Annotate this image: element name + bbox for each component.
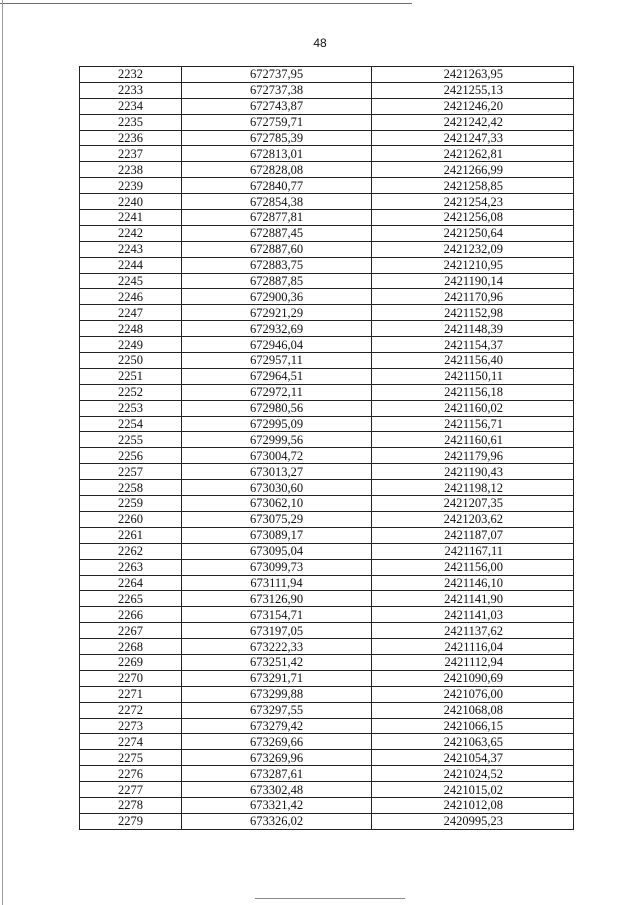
x-coordinate-cell: 672980,56 <box>182 400 372 416</box>
table-row <box>80 639 574 655</box>
point-number-cell: 2248 <box>80 321 182 337</box>
y-coordinate-cell: 2421156,00 <box>372 559 574 575</box>
table-row <box>80 575 574 591</box>
x-coordinate-cell: 673222,33 <box>182 639 372 655</box>
y-coordinate-cell: 2421263,95 <box>372 67 574 83</box>
point-number-cell: 2261 <box>80 527 182 543</box>
point-number-cell: 2253 <box>80 400 182 416</box>
point-number-cell: 2269 <box>80 654 182 670</box>
point-number-cell: 2244 <box>80 257 182 273</box>
x-coordinate-cell: 673154,71 <box>182 607 372 623</box>
x-coordinate-cell: 672957,11 <box>182 353 372 369</box>
coordinates-table-container <box>79 66 573 830</box>
point-number-cell: 2238 <box>80 162 182 178</box>
table-row <box>80 210 574 226</box>
y-coordinate-cell: 2421203,62 <box>372 511 574 527</box>
x-coordinate-cell: 673099,73 <box>182 559 372 575</box>
y-coordinate-cell: 2421090,69 <box>372 670 574 686</box>
point-number-cell: 2263 <box>80 559 182 575</box>
y-coordinate-cell: 2421246,20 <box>372 98 574 114</box>
coordinates-table <box>79 66 574 830</box>
table-row <box>80 82 574 98</box>
y-coordinate-cell: 2421198,12 <box>372 480 574 496</box>
table-row <box>80 543 574 559</box>
x-coordinate-cell: 673279,42 <box>182 718 372 734</box>
table-row <box>80 480 574 496</box>
table-row <box>80 813 574 829</box>
y-coordinate-cell: 2421068,08 <box>372 702 574 718</box>
point-number-cell: 2256 <box>80 448 182 464</box>
point-number-cell: 2259 <box>80 496 182 512</box>
point-number-cell: 2257 <box>80 464 182 480</box>
scan-border-bottom <box>255 898 405 899</box>
table-row <box>80 559 574 575</box>
point-number-cell: 2252 <box>80 384 182 400</box>
point-number-cell: 2279 <box>80 813 182 829</box>
y-coordinate-cell: 2421160,61 <box>372 432 574 448</box>
point-number-cell: 2260 <box>80 511 182 527</box>
table-row <box>80 353 574 369</box>
table-row <box>80 623 574 639</box>
table-row <box>80 782 574 798</box>
table-row <box>80 257 574 273</box>
y-coordinate-cell: 2421262,81 <box>372 146 574 162</box>
y-coordinate-cell: 2421024,52 <box>372 766 574 782</box>
scan-border-left <box>2 0 3 905</box>
y-coordinate-cell: 2421255,13 <box>372 82 574 98</box>
y-coordinate-cell: 2421154,37 <box>372 337 574 353</box>
table-row <box>80 225 574 241</box>
point-number-cell: 2243 <box>80 241 182 257</box>
y-coordinate-cell: 2421054,37 <box>372 750 574 766</box>
x-coordinate-cell: 672887,85 <box>182 273 372 289</box>
point-number-cell: 2251 <box>80 368 182 384</box>
point-number-cell: 2274 <box>80 734 182 750</box>
point-number-cell: 2267 <box>80 623 182 639</box>
y-coordinate-cell: 2421190,14 <box>372 273 574 289</box>
table-row <box>80 98 574 114</box>
x-coordinate-cell: 672964,51 <box>182 368 372 384</box>
point-number-cell: 2262 <box>80 543 182 559</box>
y-coordinate-cell: 2421266,99 <box>372 162 574 178</box>
y-coordinate-cell: 2421063,65 <box>372 734 574 750</box>
y-coordinate-cell: 2421160,02 <box>372 400 574 416</box>
table-row <box>80 194 574 210</box>
y-coordinate-cell: 2421156,18 <box>372 384 574 400</box>
y-coordinate-cell: 2421116,04 <box>372 639 574 655</box>
table-row <box>80 67 574 83</box>
x-coordinate-cell: 672828,08 <box>182 162 372 178</box>
point-number-cell: 2246 <box>80 289 182 305</box>
x-coordinate-cell: 673089,17 <box>182 527 372 543</box>
x-coordinate-cell: 672883,75 <box>182 257 372 273</box>
point-number-cell: 2249 <box>80 337 182 353</box>
x-coordinate-cell: 673004,72 <box>182 448 372 464</box>
point-number-cell: 2278 <box>80 797 182 813</box>
table-row <box>80 591 574 607</box>
x-coordinate-cell: 673197,05 <box>182 623 372 639</box>
table-row <box>80 448 574 464</box>
table-row <box>80 607 574 623</box>
table-row <box>80 496 574 512</box>
table-row <box>80 654 574 670</box>
point-number-cell: 2232 <box>80 67 182 83</box>
table-row <box>80 464 574 480</box>
x-coordinate-cell: 673075,29 <box>182 511 372 527</box>
y-coordinate-cell: 2421254,23 <box>372 194 574 210</box>
y-coordinate-cell: 2421012,08 <box>372 797 574 813</box>
table-row <box>80 114 574 130</box>
x-coordinate-cell: 673291,71 <box>182 670 372 686</box>
table-row <box>80 718 574 734</box>
point-number-cell: 2235 <box>80 114 182 130</box>
table-row <box>80 305 574 321</box>
y-coordinate-cell: 2421141,90 <box>372 591 574 607</box>
y-coordinate-cell: 2421242,42 <box>372 114 574 130</box>
table-row <box>80 400 574 416</box>
y-coordinate-cell: 2421187,07 <box>372 527 574 543</box>
table-row <box>80 686 574 702</box>
table-row <box>80 766 574 782</box>
table-row <box>80 416 574 432</box>
table-row <box>80 273 574 289</box>
y-coordinate-cell: 2421152,98 <box>372 305 574 321</box>
x-coordinate-cell: 673287,61 <box>182 766 372 782</box>
scan-border-top <box>0 3 412 4</box>
table-row <box>80 750 574 766</box>
point-number-cell: 2254 <box>80 416 182 432</box>
x-coordinate-cell: 673297,55 <box>182 702 372 718</box>
x-coordinate-cell: 672813,01 <box>182 146 372 162</box>
x-coordinate-cell: 672887,60 <box>182 241 372 257</box>
x-coordinate-cell: 672932,69 <box>182 321 372 337</box>
x-coordinate-cell: 672900,36 <box>182 289 372 305</box>
x-coordinate-cell: 673299,88 <box>182 686 372 702</box>
point-number-cell: 2268 <box>80 639 182 655</box>
point-number-cell: 2275 <box>80 750 182 766</box>
y-coordinate-cell: 2421066,15 <box>372 718 574 734</box>
x-coordinate-cell: 673013,27 <box>182 464 372 480</box>
x-coordinate-cell: 672887,45 <box>182 225 372 241</box>
x-coordinate-cell: 672972,11 <box>182 384 372 400</box>
point-number-cell: 2266 <box>80 607 182 623</box>
x-coordinate-cell: 672999,56 <box>182 432 372 448</box>
x-coordinate-cell: 672743,87 <box>182 98 372 114</box>
y-coordinate-cell: 2421076,00 <box>372 686 574 702</box>
x-coordinate-cell: 673326,02 <box>182 813 372 829</box>
page-number: 48 <box>313 36 327 50</box>
y-coordinate-cell: 2421170,96 <box>372 289 574 305</box>
point-number-cell: 2272 <box>80 702 182 718</box>
point-number-cell: 2245 <box>80 273 182 289</box>
table-row <box>80 527 574 543</box>
point-number-cell: 2273 <box>80 718 182 734</box>
point-number-cell: 2242 <box>80 225 182 241</box>
x-coordinate-cell: 672759,71 <box>182 114 372 130</box>
point-number-cell: 2270 <box>80 670 182 686</box>
y-coordinate-cell: 2421167,11 <box>372 543 574 559</box>
point-number-cell: 2239 <box>80 178 182 194</box>
point-number-cell: 2250 <box>80 353 182 369</box>
x-coordinate-cell: 672921,29 <box>182 305 372 321</box>
x-coordinate-cell: 672737,38 <box>182 82 372 98</box>
point-number-cell: 2271 <box>80 686 182 702</box>
table-row <box>80 178 574 194</box>
table-row <box>80 289 574 305</box>
point-number-cell: 2255 <box>80 432 182 448</box>
table-row <box>80 702 574 718</box>
point-number-cell: 2234 <box>80 98 182 114</box>
table-row <box>80 321 574 337</box>
x-coordinate-cell: 672854,38 <box>182 194 372 210</box>
point-number-cell: 2233 <box>80 82 182 98</box>
table-row <box>80 432 574 448</box>
table-row <box>80 241 574 257</box>
x-coordinate-cell: 673321,42 <box>182 797 372 813</box>
y-coordinate-cell: 2421210,95 <box>372 257 574 273</box>
point-number-cell: 2241 <box>80 210 182 226</box>
point-number-cell: 2258 <box>80 480 182 496</box>
y-coordinate-cell: 2421258,85 <box>372 178 574 194</box>
x-coordinate-cell: 673095,04 <box>182 543 372 559</box>
x-coordinate-cell: 672840,77 <box>182 178 372 194</box>
y-coordinate-cell: 2421190,43 <box>372 464 574 480</box>
x-coordinate-cell: 672785,39 <box>182 130 372 146</box>
point-number-cell: 2247 <box>80 305 182 321</box>
y-coordinate-cell: 2421137,62 <box>372 623 574 639</box>
point-number-cell: 2236 <box>80 130 182 146</box>
y-coordinate-cell: 2421207,35 <box>372 496 574 512</box>
x-coordinate-cell: 672877,81 <box>182 210 372 226</box>
x-coordinate-cell: 672995,09 <box>182 416 372 432</box>
y-coordinate-cell: 2421256,08 <box>372 210 574 226</box>
y-coordinate-cell: 2421156,40 <box>372 353 574 369</box>
y-coordinate-cell: 2421250,64 <box>372 225 574 241</box>
point-number-cell: 2237 <box>80 146 182 162</box>
y-coordinate-cell: 2421179,96 <box>372 448 574 464</box>
y-coordinate-cell: 2421156,71 <box>372 416 574 432</box>
table-row <box>80 797 574 813</box>
y-coordinate-cell: 2421146,10 <box>372 575 574 591</box>
table-row <box>80 130 574 146</box>
table-row <box>80 146 574 162</box>
x-coordinate-cell: 672946,04 <box>182 337 372 353</box>
y-coordinate-cell: 2421112,94 <box>372 654 574 670</box>
point-number-cell: 2277 <box>80 782 182 798</box>
x-coordinate-cell: 673111,94 <box>182 575 372 591</box>
point-number-cell: 2265 <box>80 591 182 607</box>
y-coordinate-cell: 2421141,03 <box>372 607 574 623</box>
point-number-cell: 2276 <box>80 766 182 782</box>
coordinates-table-body <box>80 67 574 830</box>
table-row <box>80 337 574 353</box>
table-row <box>80 734 574 750</box>
point-number-cell: 2240 <box>80 194 182 210</box>
x-coordinate-cell: 673030,60 <box>182 480 372 496</box>
point-number-cell: 2264 <box>80 575 182 591</box>
x-coordinate-cell: 672737,95 <box>182 67 372 83</box>
x-coordinate-cell: 673062,10 <box>182 496 372 512</box>
y-coordinate-cell: 2421150,11 <box>372 368 574 384</box>
table-row <box>80 162 574 178</box>
table-row <box>80 670 574 686</box>
table-row <box>80 384 574 400</box>
y-coordinate-cell: 2420995,23 <box>372 813 574 829</box>
x-coordinate-cell: 673269,66 <box>182 734 372 750</box>
y-coordinate-cell: 2421247,33 <box>372 130 574 146</box>
table-row <box>80 511 574 527</box>
x-coordinate-cell: 673251,42 <box>182 654 372 670</box>
y-coordinate-cell: 2421232,09 <box>372 241 574 257</box>
y-coordinate-cell: 2421148,39 <box>372 321 574 337</box>
table-row <box>80 368 574 384</box>
x-coordinate-cell: 673302,48 <box>182 782 372 798</box>
y-coordinate-cell: 2421015,02 <box>372 782 574 798</box>
x-coordinate-cell: 673269,96 <box>182 750 372 766</box>
x-coordinate-cell: 673126,90 <box>182 591 372 607</box>
